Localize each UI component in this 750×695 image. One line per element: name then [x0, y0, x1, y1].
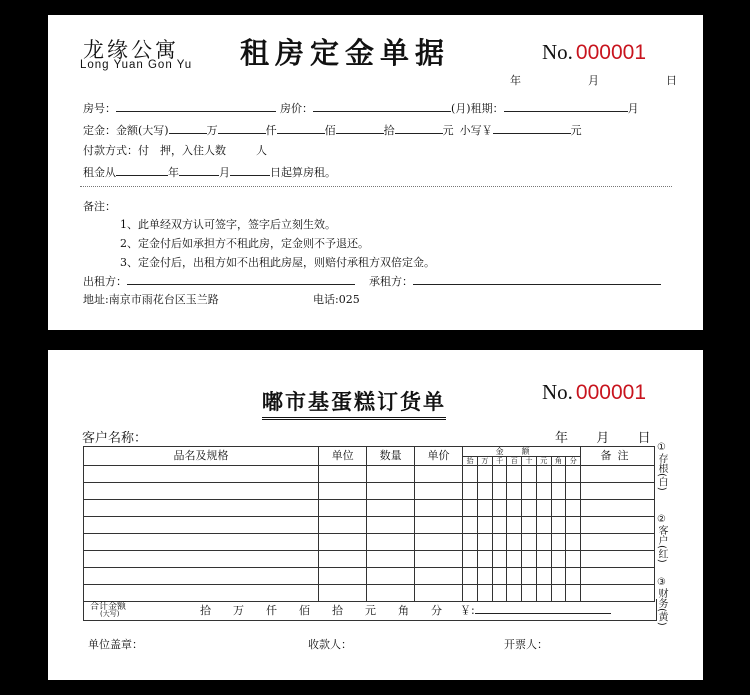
- customer-label: 客户名称：: [82, 431, 148, 446]
- table-cell[interactable]: [477, 517, 492, 534]
- table-cell[interactable]: [536, 568, 551, 585]
- table-row: [84, 517, 655, 534]
- table-cell[interactable]: [367, 483, 414, 500]
- unit-bai: 佰: [324, 124, 336, 137]
- table-cell[interactable]: [581, 466, 655, 483]
- total-unit: 角: [398, 604, 409, 617]
- table-cell[interactable]: [507, 517, 522, 534]
- table-cell[interactable]: [566, 517, 581, 534]
- table-cell[interactable]: [463, 534, 478, 551]
- col-header-note: 备注: [581, 447, 655, 466]
- table-cell[interactable]: [84, 500, 319, 517]
- table-cell[interactable]: [414, 534, 462, 551]
- number-label: No.: [542, 380, 573, 404]
- total-unit: 元: [365, 604, 376, 617]
- table-cell[interactable]: [463, 551, 478, 568]
- table-cell[interactable]: [84, 483, 319, 500]
- room-row: [83, 99, 639, 116]
- amount-col-header: 分: [566, 457, 581, 466]
- price-field[interactable]: [313, 99, 451, 112]
- field-wan[interactable]: [169, 121, 207, 134]
- table-cell[interactable]: [367, 551, 414, 568]
- total-label: 合计金额: [90, 602, 127, 612]
- table-row: [84, 483, 655, 500]
- table-row: [84, 551, 655, 568]
- table-cell[interactable]: [566, 534, 581, 551]
- table-row: [84, 500, 655, 517]
- table-cell[interactable]: [477, 568, 492, 585]
- cake-order-form: [48, 350, 703, 680]
- company-name-cn: 龙缘公寓: [83, 38, 179, 62]
- order-table: [83, 446, 655, 602]
- rent-start-row: [83, 163, 336, 180]
- order-title: 嘟市基蛋糕订货单: [262, 386, 446, 420]
- table-cell[interactable]: [318, 517, 366, 534]
- note-item: 3、定金付后，出租方如不出租此房屋，则赔付承租方双倍定金。: [120, 256, 435, 269]
- col-header-name: 品名及规格: [84, 447, 319, 466]
- table-cell[interactable]: [492, 466, 507, 483]
- amount-col-header: 十: [522, 457, 537, 466]
- table-cell[interactable]: [507, 500, 522, 517]
- rent-year-label: 年: [168, 166, 179, 179]
- small-amount-yuan: 元: [570, 124, 582, 137]
- table-row: [84, 534, 655, 551]
- table-cell[interactable]: [551, 466, 566, 483]
- table-cell[interactable]: [367, 534, 414, 551]
- table-row: [84, 568, 655, 585]
- lessee-field[interactable]: [413, 272, 661, 285]
- table-cell[interactable]: [318, 568, 366, 585]
- table-cell[interactable]: [477, 466, 492, 483]
- table-cell[interactable]: [581, 517, 655, 534]
- unit-qian: 仟: [265, 124, 277, 137]
- number-label: No.: [542, 40, 573, 64]
- small-amount-label: 小写￥: [459, 124, 493, 137]
- date-day: 日: [637, 431, 651, 446]
- total-units: [200, 602, 611, 618]
- receipt-number: [542, 40, 646, 65]
- table-cell[interactable]: [566, 466, 581, 483]
- note-item: 2、定金付后如承担方不租此房，定金则不予退还。: [120, 237, 369, 250]
- rent-month-label: 月: [219, 166, 230, 179]
- table-cell[interactable]: [536, 500, 551, 517]
- table-cell[interactable]: [318, 483, 366, 500]
- field-shi[interactable]: [336, 121, 384, 134]
- rent-month-field[interactable]: [179, 163, 219, 176]
- table-cell[interactable]: [551, 551, 566, 568]
- table-cell[interactable]: [566, 500, 581, 517]
- table-cell[interactable]: [522, 534, 537, 551]
- table-cell[interactable]: [414, 500, 462, 517]
- table-cell[interactable]: [507, 466, 522, 483]
- table-cell[interactable]: [536, 466, 551, 483]
- table-cell[interactable]: [581, 500, 655, 517]
- col-header-unit: 单位: [318, 447, 366, 466]
- total-row: [83, 599, 657, 621]
- total-unit: 拾: [200, 604, 211, 617]
- rent-from-label: 租金从: [83, 166, 116, 179]
- table-cell[interactable]: [318, 500, 366, 517]
- lessee-label: 承租方：: [369, 275, 413, 288]
- table-row: [84, 466, 655, 483]
- date-day: 日: [666, 74, 677, 87]
- table-cell[interactable]: [463, 466, 478, 483]
- table-cell[interactable]: [414, 517, 462, 534]
- unit-shi: 拾: [383, 124, 395, 137]
- order-date: [555, 427, 651, 446]
- table-cell[interactable]: [414, 551, 462, 568]
- table-cell[interactable]: [536, 551, 551, 568]
- table-cell[interactable]: [566, 483, 581, 500]
- table-cell[interactable]: [84, 551, 319, 568]
- table-cell[interactable]: [318, 466, 366, 483]
- table-cell[interactable]: [477, 500, 492, 517]
- date-month: 月: [588, 74, 599, 87]
- amount-col-header: 元: [536, 457, 551, 466]
- col-header-price: 单价: [414, 447, 462, 466]
- payment-label: 付款方式：付 押，入住人数: [83, 144, 226, 157]
- table-cell[interactable]: [492, 517, 507, 534]
- total-yuan-label: ￥:: [460, 604, 475, 617]
- table-cell[interactable]: [492, 534, 507, 551]
- deposit-label: 定金：金额(大写): [83, 124, 169, 137]
- table-cell[interactable]: [581, 534, 655, 551]
- total-sub: (大写): [100, 610, 120, 618]
- table-cell[interactable]: [522, 517, 537, 534]
- room-label: 房号：: [83, 102, 116, 115]
- table-cell[interactable]: [522, 500, 537, 517]
- table-cell[interactable]: [581, 551, 655, 568]
- table-cell[interactable]: [463, 483, 478, 500]
- total-unit: 佰: [299, 604, 310, 617]
- table-cell[interactable]: [507, 568, 522, 585]
- table-cell[interactable]: [414, 466, 462, 483]
- table-cell[interactable]: [522, 551, 537, 568]
- total-unit: 拾: [332, 604, 343, 617]
- table-cell[interactable]: [492, 568, 507, 585]
- room-field[interactable]: [116, 99, 276, 112]
- period-field[interactable]: [504, 99, 628, 112]
- date-year: 年: [510, 74, 521, 87]
- notes-title: 备注：: [83, 200, 116, 213]
- price-label: 房价：: [280, 102, 313, 115]
- receipt-date: [510, 72, 677, 88]
- deposit-row: [83, 121, 582, 138]
- order-number: [542, 380, 646, 405]
- table-cell[interactable]: [477, 483, 492, 500]
- payment-row: [83, 142, 267, 158]
- person-label: 人: [256, 144, 267, 157]
- table-cell[interactable]: [507, 483, 522, 500]
- number-value: 000001: [575, 41, 646, 64]
- table-cell[interactable]: [536, 517, 551, 534]
- table-cell[interactable]: [318, 551, 366, 568]
- period-month: 月: [627, 102, 639, 115]
- amount-col-header: 千: [492, 457, 507, 466]
- receipt-title: 租房定金单据: [240, 36, 451, 70]
- table-cell[interactable]: [551, 568, 566, 585]
- table-cell[interactable]: [463, 568, 478, 585]
- table-cell[interactable]: [367, 466, 414, 483]
- date-year: 年: [555, 431, 569, 446]
- table-cell[interactable]: [367, 500, 414, 517]
- table-cell[interactable]: [367, 568, 414, 585]
- table-cell[interactable]: [551, 500, 566, 517]
- rent-day-field[interactable]: [230, 163, 270, 176]
- lessor-label: 出租方：: [83, 275, 127, 288]
- amount-col-header: 万: [477, 457, 492, 466]
- table-cell[interactable]: [84, 534, 319, 551]
- table-cell[interactable]: [463, 517, 478, 534]
- table-cell[interactable]: [492, 551, 507, 568]
- signature-row: [83, 272, 661, 289]
- table-cell[interactable]: [84, 568, 319, 585]
- total-unit: 分: [431, 604, 442, 617]
- table-cell[interactable]: [414, 568, 462, 585]
- total-unit: 仟: [266, 604, 277, 617]
- unit-wan: 万: [206, 124, 218, 137]
- table-cell[interactable]: [477, 534, 492, 551]
- period-label: (月)租期：: [451, 102, 504, 115]
- table-cell[interactable]: [84, 517, 319, 534]
- dotted-divider: [80, 186, 672, 187]
- small-amount-field[interactable]: [493, 121, 571, 134]
- company-name-en: Long Yuan Gon Yu: [80, 59, 193, 71]
- table-cell[interactable]: [551, 517, 566, 534]
- rent-day-label: 日起算房租。: [270, 166, 336, 179]
- issuer-label: 开票人：: [504, 638, 548, 651]
- table-cell[interactable]: [522, 483, 537, 500]
- number-value: 000001: [575, 381, 646, 404]
- note-item: 1、此单经双方认可签字，签字后立刻生效。: [120, 218, 336, 231]
- col-header-amount: 金额: [463, 447, 581, 457]
- lessor-field[interactable]: [127, 272, 355, 285]
- table-cell[interactable]: [492, 500, 507, 517]
- seal-label: 单位盖章：: [88, 638, 143, 651]
- deposit-receipt: [48, 15, 703, 330]
- payee-label: 收款人：: [308, 638, 352, 651]
- table-cell[interactable]: [318, 534, 366, 551]
- copy-label-customer: ②客户(红): [656, 514, 667, 563]
- copy-label-finance: ③财务(黄): [656, 577, 667, 626]
- table-cell[interactable]: [551, 483, 566, 500]
- field-bai[interactable]: [277, 121, 325, 134]
- table-cell[interactable]: [463, 500, 478, 517]
- table-cell[interactable]: [477, 551, 492, 568]
- copy-labels: [656, 442, 672, 641]
- table-cell[interactable]: [581, 483, 655, 500]
- table-cell[interactable]: [566, 568, 581, 585]
- table-cell[interactable]: [492, 483, 507, 500]
- table-cell[interactable]: [522, 466, 537, 483]
- phone: 电话:025: [313, 293, 360, 306]
- table-cell[interactable]: [581, 568, 655, 585]
- amount-col-header: 角: [551, 457, 566, 466]
- copy-label-stub: ①存根(白): [656, 442, 667, 491]
- unit-yuan: 元: [442, 124, 454, 137]
- table-cell[interactable]: [522, 568, 537, 585]
- total-amount-field[interactable]: [475, 603, 611, 614]
- total-unit: 万: [233, 604, 244, 617]
- table-cell[interactable]: [536, 483, 551, 500]
- table-cell[interactable]: [507, 551, 522, 568]
- table-cell[interactable]: [84, 466, 319, 483]
- table-cell[interactable]: [367, 517, 414, 534]
- table-cell[interactable]: [507, 534, 522, 551]
- table-cell[interactable]: [566, 551, 581, 568]
- date-month: 月: [596, 431, 610, 446]
- address: 地址:南京市雨花台区玉兰路: [83, 293, 219, 306]
- rent-year-field[interactable]: [116, 163, 168, 176]
- field-yuan[interactable]: [395, 121, 443, 134]
- table-cell[interactable]: [536, 534, 551, 551]
- amount-col-header: 拾: [463, 457, 478, 466]
- table-cell[interactable]: [414, 483, 462, 500]
- field-qian[interactable]: [218, 121, 266, 134]
- table-cell[interactable]: [551, 534, 566, 551]
- col-header-qty: 数量: [367, 447, 414, 466]
- amount-col-header: 百: [507, 457, 522, 466]
